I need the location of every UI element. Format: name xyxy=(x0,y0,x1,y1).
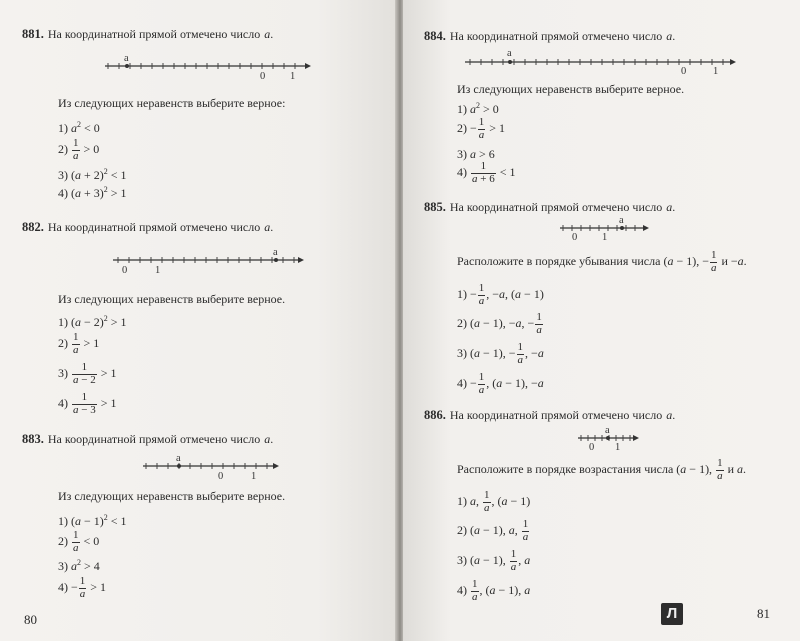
problem-881-option-2: 2) $\frac{1}{a}$ > 0 xyxy=(58,137,100,162)
number-line-label-0: 0 xyxy=(218,471,224,482)
problem-stem-variable: a xyxy=(264,220,271,234)
problem-882-option-2: 2) $\frac{1}{a}$ > 1 xyxy=(58,331,100,356)
problem-886-option-3: 3) (a − 1), $\frac{1}{a}$ , a xyxy=(457,548,531,573)
problem-885-question: Расположите в порядке убывания числа (a − 1), − $\frac{1}{a}$ и −a. xyxy=(457,249,747,274)
problem-883-option-4: 4) − $\frac{1}{a}$ > 1 xyxy=(58,575,107,600)
number-line-label-1: 1 xyxy=(155,265,161,276)
number-line-label-a: a xyxy=(124,53,129,64)
problem-stem-variable: a xyxy=(666,200,673,214)
left-page xyxy=(0,0,397,641)
problem-884-option-3: 3) a > 6 xyxy=(457,147,495,161)
problem-881-question: Из следующих неравенств выберите верное: xyxy=(58,96,286,110)
page-number-right: 81 xyxy=(757,606,770,621)
problem-886-stem: 886. На координатной прямой отмечено число a. xyxy=(424,408,676,422)
problem-885-stem: 885. На координатной прямой отмечено число a. xyxy=(424,200,676,214)
number-line-label-0: 0 xyxy=(681,66,687,77)
problem-stem-text: На координатной прямой отмечено число xyxy=(449,29,663,43)
number-line-label-a: a xyxy=(176,453,181,464)
number-line-label-a: a xyxy=(605,425,610,436)
number-line-label-a: a xyxy=(619,215,624,226)
number-line-label-1: 1 xyxy=(251,471,257,482)
number-line-label-1: 1 xyxy=(713,66,719,77)
watermark-logo-icon: Л xyxy=(661,603,683,625)
problem-886-option-4: 4) $\frac{1}{a}$ , (a − 1), a xyxy=(457,578,531,603)
problem-stem-variable: a xyxy=(264,432,271,446)
problem-881-option-4: 4) $(a + 3)^2 > 1$ xyxy=(58,185,127,200)
number-line-point-a xyxy=(125,64,129,68)
problem-882-stem: 882. На координатной прямой отмечено число a. xyxy=(22,220,274,234)
number-line-886 xyxy=(575,426,645,456)
number-line-point-a xyxy=(606,436,610,440)
number-line-label-0: 0 xyxy=(260,71,266,82)
number-line-883 xyxy=(138,450,288,480)
number-line-label-1: 1 xyxy=(615,442,621,453)
problem-885-option-1: 1) − $\frac{1}{a}$ , −a, (a − 1) xyxy=(457,282,544,307)
problem-885-option-4: 4) − $\frac{1}{a}$ , (a − 1), −a xyxy=(457,371,544,396)
problem-number: 883. xyxy=(22,432,44,446)
number-line-label-1: 1 xyxy=(602,232,608,243)
problem-number: 881. xyxy=(22,27,44,41)
problem-884-stem: 884. На координатной прямой отмечено число a. xyxy=(424,29,676,43)
problem-number: 885. xyxy=(424,200,446,214)
number-line-884 xyxy=(460,46,740,76)
number-line-label-a: a xyxy=(507,48,512,59)
number-line-label-a: a xyxy=(273,247,278,258)
problem-886-option-2: 2) (a − 1), a, $\frac{1}{a}$ xyxy=(457,518,529,543)
problem-881-option-1: 1) $a^2 < 0$ xyxy=(58,120,100,135)
problem-number: 886. xyxy=(424,408,446,422)
problem-stem-variable: a xyxy=(666,408,673,422)
number-line-881 xyxy=(100,50,310,80)
problem-883-option-1: 1) $(a - 1)^2 < 1$ xyxy=(58,513,127,528)
problem-stem-text: На координатной прямой отмечено число xyxy=(449,200,663,214)
problem-881-option-3: 3) $(a + 2)^2 < 1$ xyxy=(58,167,127,182)
problem-stem-text: На координатной прямой отмечено число xyxy=(47,220,261,234)
problem-stem-text: На координатной прямой отмечено число xyxy=(449,408,663,422)
problem-882-option-4: 4) $\frac{1}{a - 3}$ > 1 xyxy=(58,391,117,416)
number-line-point-a xyxy=(620,226,624,230)
number-line-point-a xyxy=(508,60,512,64)
number-line-point-a xyxy=(274,258,278,262)
problem-885-option-3: 3) (a − 1), − $\frac{1}{a}$ , −a xyxy=(457,341,544,366)
problem-882-option-1: 1) $(a - 2)^2 > 1$ xyxy=(58,314,127,329)
number-line-label-0: 0 xyxy=(589,442,595,453)
problem-883-stem: 883. На координатной прямой отмечено число a. xyxy=(22,432,274,446)
problem-stem-text: На координатной прямой отмечено число xyxy=(47,27,261,41)
problem-884-option-2: 2) − $\frac{1}{a}$ > 1 xyxy=(457,116,506,141)
page-number-left: 80 xyxy=(24,612,37,627)
number-line-label-0: 0 xyxy=(122,265,128,276)
number-line-label-0: 0 xyxy=(572,232,578,243)
problem-number: 882. xyxy=(22,220,44,234)
problem-883-option-2: 2) $\frac{1}{a}$ < 0 xyxy=(58,529,100,554)
problem-886-option-1: 1) a, $\frac{1}{a}$ , (a − 1) xyxy=(457,489,531,514)
problem-stem-variable: a xyxy=(666,29,673,43)
number-line-885 xyxy=(555,214,655,244)
problem-stem-text: На координатной прямой отмечено число xyxy=(47,432,261,446)
problem-883-question: Из следующих неравенств выберите верное. xyxy=(58,489,286,503)
number-line-point-a xyxy=(177,464,181,468)
problem-884-option-1: 1) $a^2 > 0$ xyxy=(457,101,499,116)
number-line-882 xyxy=(108,244,308,274)
problem-881-stem: 881. На координатной прямой отмечено число a. xyxy=(22,27,274,41)
problem-stem-variable: a xyxy=(264,27,271,41)
problem-885-option-2: 2) (a − 1), −a, − $\frac{1}{a}$ xyxy=(457,311,542,336)
problem-883-option-3: 3) $a^2 > 4$ xyxy=(58,558,100,573)
problem-884-question: Из следующих неравенств выберите верное. xyxy=(457,82,685,96)
problem-886-question: Расположите в порядке возрастания числа (a − 1), $\frac{1}{a}$ и a. xyxy=(457,457,746,482)
number-line-label-1: 1 xyxy=(290,71,296,82)
problem-number: 884. xyxy=(424,29,446,43)
problem-882-option-3: 3) $\frac{1}{a - 2}$ > 1 xyxy=(58,361,117,386)
problem-884-option-4: 4) $\frac{1}{a + 6}$ < 1 xyxy=(457,160,516,185)
problem-882-question: Из следующих неравенств выберите верное. xyxy=(58,292,286,306)
